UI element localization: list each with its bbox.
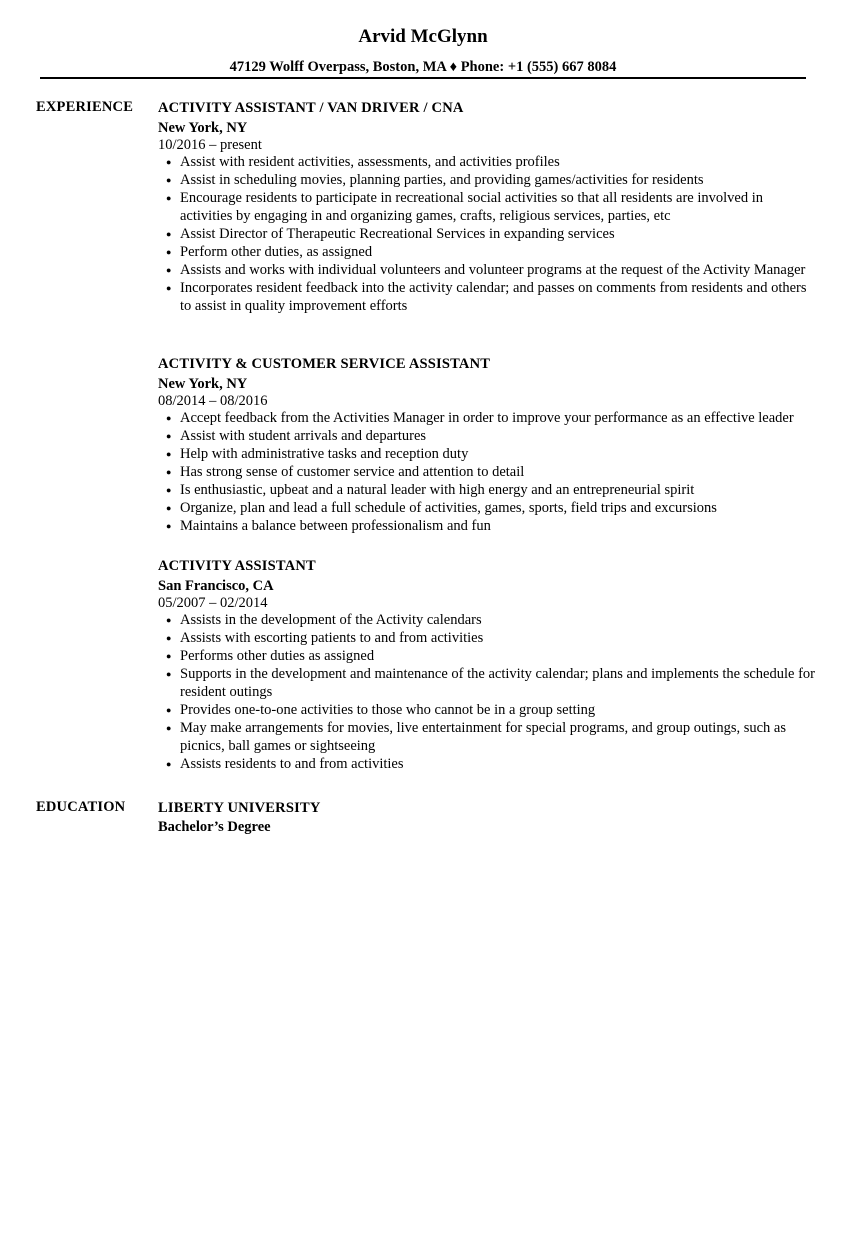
bullet-icon: ●	[166, 503, 172, 513]
duty-text: Perform other duties, as assigned	[180, 244, 373, 260]
list-item	[158, 243, 818, 261]
bullet-icon: ●	[166, 229, 172, 239]
job-location: San Francisco, CA	[158, 578, 274, 594]
duty-text: Has strong sense of customer service and attention to detail	[180, 464, 525, 480]
bullet-icon: ●	[166, 615, 172, 625]
header-divider	[40, 77, 806, 79]
duty-text: May make arrangements for movies, live entertainment for special programs, and group outings, such as picnics, ball games or sightseeing	[180, 720, 787, 754]
bullet-icon: ●	[166, 705, 172, 715]
education-entry	[158, 799, 758, 837]
candidate-name: Arvid McGlynn	[358, 26, 488, 47]
list-item	[158, 481, 818, 499]
duty-text: Performs other duties as assigned	[180, 648, 375, 664]
bullet-icon: ●	[166, 431, 172, 441]
degree: Bachelor’s Degree	[158, 819, 271, 835]
duty-text: Encourage residents to participate in recreational social activities so that all residents are involved in activities by engaging in and organizing games, crafts, religious services, parties, etc	[180, 190, 764, 224]
job-duties-list	[158, 153, 818, 315]
bullet-icon: ●	[166, 265, 172, 275]
job-entry	[158, 557, 818, 773]
section-label-experience: EXPERIENCE	[36, 99, 134, 115]
duty-text: Help with administrative tasks and reception duty	[180, 446, 469, 462]
bullet-icon: ●	[166, 633, 172, 643]
list-item	[158, 153, 818, 171]
list-item	[158, 665, 818, 701]
list-item	[158, 629, 818, 647]
duty-text: Maintains a balance between professionalism and fun	[180, 518, 491, 534]
list-item	[158, 517, 818, 535]
list-item	[158, 171, 818, 189]
list-item	[158, 225, 818, 243]
job-title: ACTIVITY & CUSTOMER SERVICE ASSISTANT	[158, 356, 491, 372]
list-item	[158, 261, 818, 279]
bullet-icon: ●	[166, 669, 172, 679]
duty-text: Assist Director of Therapeutic Recreational Services in expanding services	[180, 226, 615, 242]
duty-text: Assist with student arrivals and departures	[180, 428, 427, 444]
contact-line: 47129 Wolff Overpass, Boston, MA ♦ Phone: +1 (555) 667 8084	[229, 59, 617, 75]
bullet-icon: ●	[166, 157, 172, 167]
bullet-icon: ●	[166, 449, 172, 459]
duty-text: Organize, plan and lead a full schedule of activities, games, sports, field trips and excursions	[180, 500, 717, 516]
list-item	[158, 279, 818, 315]
bullet-icon: ●	[166, 723, 172, 733]
duty-text: Assist with resident activities, assessments, and activities profiles	[180, 154, 560, 170]
list-item	[158, 427, 818, 445]
list-item	[158, 189, 818, 225]
school-name: LIBERTY UNIVERSITY	[158, 800, 321, 816]
job-entry	[158, 355, 818, 535]
bullet-icon: ●	[166, 759, 172, 769]
bullet-icon: ●	[166, 651, 172, 661]
bullet-icon: ●	[166, 283, 172, 293]
duty-text: Assists with escorting patients to and from activities	[180, 630, 484, 646]
list-item	[158, 611, 818, 629]
duty-text: Assists and works with individual volunteers and volunteer programs at the request of the Activity Manager	[180, 262, 806, 278]
duty-text: Is enthusiastic, upbeat and a natural leader with high energy and an entrepreneurial spirit	[180, 482, 695, 498]
duty-text: Assist in scheduling movies, planning parties, and providing games/activities for residents	[180, 172, 704, 188]
bullet-icon: ●	[166, 485, 172, 495]
job-entry	[158, 99, 818, 315]
job-location: New York, NY	[158, 376, 248, 392]
duty-text: Supports in the development and maintenance of the activity calendar; plans and implements the schedule for resident outings	[180, 666, 815, 700]
job-duties-list	[158, 409, 818, 535]
bullet-icon: ●	[166, 413, 172, 423]
job-duties-list	[158, 611, 818, 773]
job-title: ACTIVITY ASSISTANT / VAN DRIVER / CNA	[158, 100, 464, 116]
list-item	[158, 755, 818, 773]
job-dates: 05/2007 – 02/2014	[158, 595, 268, 611]
list-item	[158, 463, 818, 481]
duty-text: Assists in the development of the Activity calendars	[180, 612, 482, 628]
bullet-icon: ●	[166, 193, 172, 203]
job-title: ACTIVITY ASSISTANT	[158, 558, 316, 574]
duty-text: Accept feedback from the Activities Manager in order to improve your performance as an effective leader	[180, 410, 794, 426]
section-label-education: EDUCATION	[36, 799, 126, 815]
job-location: New York, NY	[158, 120, 248, 136]
duty-text: Provides one-to-one activities to those who cannot be in a group setting	[180, 702, 596, 718]
duty-text: Incorporates resident feedback into the activity calendar; and passes on comments from residents and others to assist in quality improvement efforts	[180, 280, 807, 314]
list-item	[158, 647, 818, 665]
bullet-icon: ●	[166, 175, 172, 185]
bullet-icon: ●	[166, 521, 172, 531]
bullet-icon: ●	[166, 467, 172, 477]
bullet-icon: ●	[166, 247, 172, 257]
job-dates: 08/2014 – 08/2016	[158, 393, 268, 409]
list-item	[158, 499, 818, 517]
list-item	[158, 701, 818, 719]
list-item	[158, 719, 818, 755]
job-dates: 10/2016 – present	[158, 137, 262, 153]
list-item	[158, 445, 818, 463]
duty-text: Assists residents to and from activities	[180, 756, 404, 772]
list-item	[158, 409, 818, 427]
